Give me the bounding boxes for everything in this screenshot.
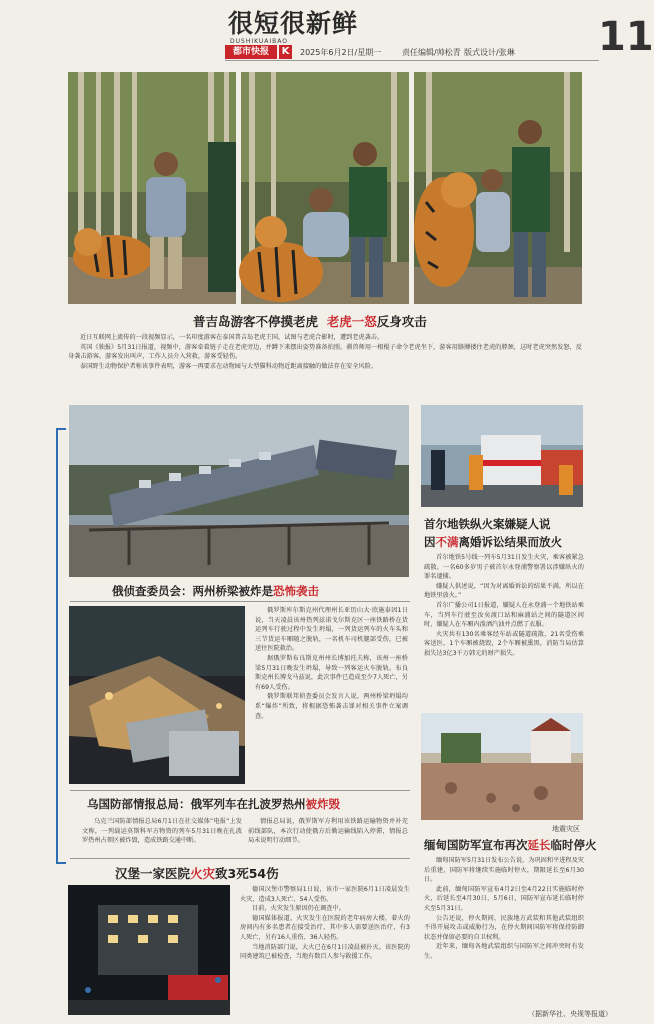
hamburg-paragraph-4: 当地消防部门说，大火已在6月1日凌晨被扑灭。该医院的同类建筑已被检查，当地有数百人参与救援工作。: [240, 943, 410, 961]
logo-mark: K: [279, 45, 292, 59]
bridge-rule: [70, 601, 410, 602]
issue-date: 2025年6月2日/星期一: [300, 48, 382, 57]
seoul-paragraph-2: 嫌疑人供述说，“因为对离婚诉讼的结果不满，所以在地铁里放火。”: [424, 582, 584, 600]
seoul-paragraph-4: 火灾共有130名乘客经车站或隧道疏散，21名受伤乘客送医，1个车厢被烧毁，2个车厢被熏黑，消防当局估算损失达3亿3千万韩元的财产损失。: [424, 630, 584, 657]
kyiv-headline: 乌国防部情报总局：俄军列车在扎波罗热州被炸毁: [87, 797, 340, 811]
section-title: 很短很新鲜: [228, 9, 359, 38]
designer-credit: 版式设计/张琳: [464, 48, 515, 57]
seoul-headline-line1: 首尔地铁纵火案嫌疑人说: [424, 517, 551, 531]
bridge-headline: 俄侦查委员会：两州桥梁被炸是恐怖袭击: [112, 584, 319, 598]
bridge-paragraph-3: 俄罗斯联邦侦查委员会发言人说，两州桥梁坍塌均系“爆炸”所致，将根据恐怖袭击罪对相关事件立案调查。: [255, 693, 408, 720]
header-rule: [225, 60, 599, 61]
quake-photo-caption: 地震灾区: [552, 825, 580, 833]
kyiv-paragraph-2: 情报总局说，俄罗斯军方利用该铁路运输物资并补充前线部队，本次行动使俄方后勤运输线陷入停滞，情报总局未说明行动细节。: [248, 818, 408, 845]
tiger-photo-2: [241, 72, 409, 304]
seoul-headline-line2: 因不满离婚诉讼结果而放火: [424, 535, 562, 549]
tiger-paragraph-3: 泰国野生动物保护者称该事件表明，游客一再要求在动物园与大型猫科动物近距离接触的做法存在安全风险。: [80, 362, 377, 370]
tiger-photo-3: [414, 72, 582, 304]
hamburg-paragraph-2: 目前，火灾发生原因仍在调查中。: [252, 905, 345, 913]
hamburg-paragraph-1: 德国汉堡市警察局1日说，该市一家医院6月1日凌晨发生火灾，造成3人死亡、54人受伤。: [240, 886, 410, 903]
tiger-photo-1: [68, 72, 236, 304]
quake-zone-photo: [421, 713, 583, 820]
hospital-fire-photo: [68, 885, 230, 1015]
seoul-ambulance-photo: [421, 405, 583, 507]
myanmar-paragraph-3: 公告还说，停火期间，民族地方武装和其他武装组织不得开展攻击或威胁行为，在停火期间国防军将保持防御状态并保留必要的自卫权利。: [424, 914, 584, 941]
tiger-paragraph-1: 近日互联网上流传的一段视频显示，一名印度游客在泰国普吉岛老虎王国，试图与老虎合影时，遭到老虎袭击。: [80, 334, 384, 341]
page-number: 11: [598, 14, 654, 60]
news-credit: （据新华社、央视等报道）: [528, 1010, 612, 1018]
seoul-paragraph-1: 首尔地铁5号线一列车5月31日发生火灾，乘客被紧急疏散。一名60多岁男子被首尔永登浦警察署以涉嫌纵火的罪名逮捕。: [424, 554, 584, 581]
kyiv-paragraph-1: 乌克兰国防部情报总局6月1日在社交媒体“电报”上发文称，一列载运莫斯科军方物资的列车5月31日晚在扎波罗热州占领区被炸毁，造成铁路交通中断。: [82, 818, 242, 845]
section-bracket: [56, 428, 66, 864]
myanmar-paragraph-2: 此前，缅甸国防军宣布4月2日至4月22日实施临时停火，后延长至4月30日、5月6日，国防军宣布延长临时停火至5月31日。: [424, 885, 584, 912]
kyiv-rule-top: [70, 790, 410, 791]
bridge-paragraph-1: 俄罗斯库尔斯克州代理州长亚历山大·欣施泰因1日说，当天凌晨该州热列兹诺戈尔斯克区一座铁路桥在货运列车行驶过程中发生坍塌，一列货运列车的火车头和三节货运车厢随之脱轨，一名机车司机腿部受伤，已被送往医院救治。: [255, 607, 408, 653]
hamburg-rule: [70, 858, 410, 859]
myanmar-paragraph-4: 近年来，缅甸各地武装组织与国防军之间冲突时有发生。: [424, 943, 584, 960]
editor-credit: 责任编辑/帅松青: [402, 48, 461, 57]
myanmar-headline: 缅甸国防军宣布再次延长临时停火: [424, 838, 597, 852]
hamburg-body: [240, 885, 410, 962]
logo: 都市快报: [225, 45, 277, 59]
kyiv-body-right: [248, 817, 408, 846]
bridge-train-photo: [69, 405, 409, 577]
myanmar-body: [424, 856, 584, 962]
logo-pinyin: DUSHIKUAIBAO: [230, 38, 288, 45]
tiger-headline: 普吉岛游客不停摸老虎 老虎一怒反身攻击: [193, 314, 427, 329]
hamburg-headline: 汉堡一家医院火灾致3死54伤: [115, 866, 279, 881]
tiger-body: [68, 333, 582, 371]
collapsed-bridge-photo: [69, 606, 245, 784]
bridge-paragraph-2: 据俄罗斯布良斯克州州长博加托夫称，该州一座桥梁5月31日晚发生坍塌，导致一列客运火车脱轨。布良斯克州长博戈马兹说，此次事件已造成至少7人死亡，另有69人受伤。: [255, 654, 408, 691]
seoul-paragraph-3: 首尔广播公司1日报道，嫌疑人在永登浦一个地铁站乘车，当列车行驶至汝矣渡口站和麻浦站之间的隧道区间时，嫌疑人在车厢内泼洒汽油并点燃了衣服。: [424, 601, 584, 629]
myanmar-paragraph-1: 缅甸国防军5月31日发布公告说，为巩固和平进程及灾后重建，国防军将继续实施临时停火，期限延长至6月30日。: [424, 857, 584, 884]
hamburg-paragraph-3: 德国媒体报道，火灾发生在医院的老年病房大楼，着火的房间内有多名患者在接受治疗，其中多人需要送医治疗，有3人死亡，另有16人重伤、36人轻伤。: [240, 914, 410, 941]
tiger-paragraph-2: 英国《独报》5月31日报道，视频中，游客牵着链子走在老虎旁边，并蹲下来摆出姿势准备拍照。驯兽师用一根棍子命令老虎坐下，游客用胳膊搂住老虎的脖颈，这时老虎突然发怒，反身袭击游客。游客发出叫声，工作人员介入营救，游客受轻伤。: [68, 343, 582, 361]
bridge-body: [255, 606, 408, 721]
seoul-body: [424, 553, 584, 659]
kyiv-body-left: [82, 817, 242, 846]
